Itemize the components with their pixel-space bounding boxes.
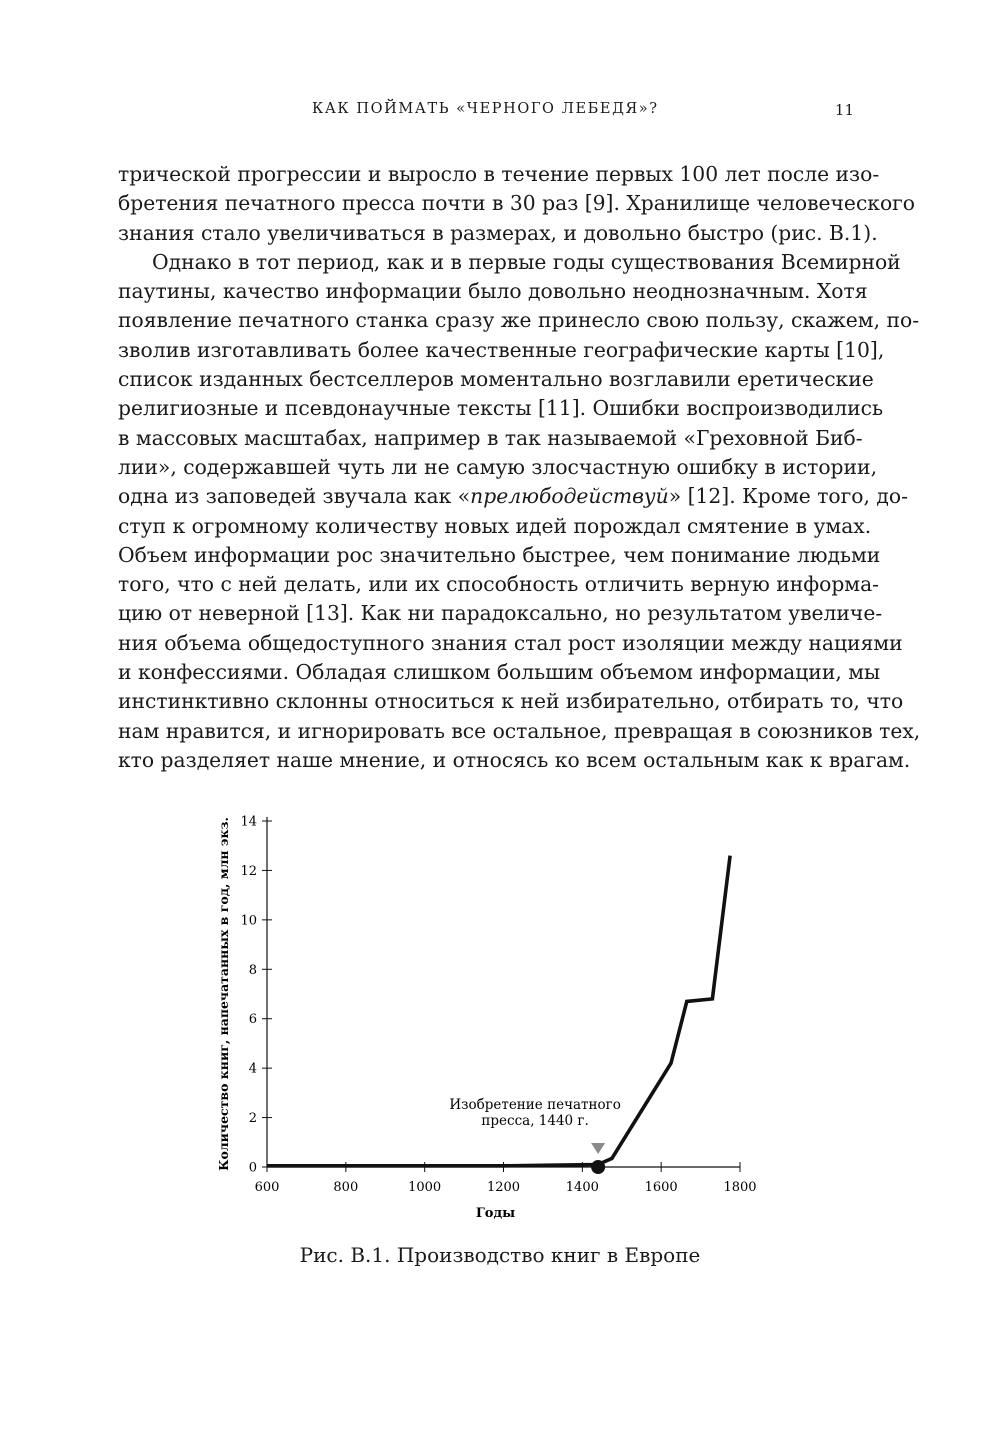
running-title: КАК ПОЙМАТЬ «ЧЕРНОГО ЛЕБЕДЯ»? — [312, 101, 659, 117]
text-line: знания стало увеличиваться в размерах, и довольно быстро (рис. В.1). — [118, 220, 878, 245]
text-line: бретения печатного пресса почти в 30 раз [9]. Хранилище человеческого — [118, 191, 916, 216]
text-fragment: » [12]. Кроме того, до- — [668, 484, 908, 509]
figure-caption: Рис. В.1. Производство книг в Европе — [299, 1243, 701, 1267]
text-line: в массовых масштабах, например в так называемой «Греховной Биб- — [118, 425, 863, 450]
text-line: кто разделяет наше мнение, и относясь ко всем остальным как к врагам. — [118, 747, 911, 772]
x-tick-label: 1200 — [486, 1180, 521, 1195]
figure — [205, 805, 765, 1225]
y-tick-label: 4 — [248, 1061, 257, 1077]
annotation-label: Изобретение печатного пресса, 1440 г. — [449, 1097, 621, 1129]
y-tick-label: 0 — [248, 1160, 257, 1176]
x-tick-label: 1600 — [644, 1180, 678, 1195]
triangle-down-icon — [591, 1143, 605, 1154]
text-line: нам нравится, и игнорировать все остальное, превращая в союзников тех, — [118, 718, 921, 743]
page-number: 11 — [834, 101, 854, 119]
y-tick-label: 8 — [248, 962, 257, 978]
press-invention-point — [591, 1160, 605, 1174]
x-tick-label: 1000 — [408, 1180, 442, 1195]
x-tick-label: 1800 — [723, 1180, 757, 1195]
text-line: лии», содержавшей чуть ли не самую злосчастную ошибку в истории, — [118, 454, 878, 479]
body-text — [118, 160, 921, 775]
y-tick-label: 14 — [240, 814, 257, 830]
text-fragment: одна из заповедей звучала как « — [118, 484, 471, 509]
text-line: список изданных бестселлеров моментально возглавили еретические — [118, 367, 874, 392]
y-tick-label: 10 — [240, 913, 257, 929]
text-line: Объем информации рос значительно быстрее, чем понимание людьми — [118, 542, 881, 567]
emphasis-text: прелюбодействуй — [470, 484, 669, 509]
text-line: инстинктивно склонны относиться к ней избирательно, отбирать то, что — [118, 689, 904, 714]
x-tick-label: 1400 — [565, 1180, 599, 1195]
y-tick-label: 2 — [248, 1111, 257, 1127]
text-line: паутины, качество информации было довольно неоднозначным. Хотя — [118, 279, 868, 304]
x-tick-label: 800 — [333, 1180, 359, 1195]
text-line — [118, 482, 908, 511]
text-line: появление печатного станка сразу же принесло свою пользу, скажем, по- — [118, 308, 920, 333]
text-line: религиозные и псевдонаучные тексты [11]. Ошибки воспроизводились — [118, 396, 884, 421]
text-line: трической прогрессии и выросло в течение первых 100 лет после изо- — [118, 162, 880, 186]
annotation-group — [449, 1097, 621, 1174]
text-line: зволив изготавливать более качественные географические карты [10], — [118, 337, 885, 362]
text-line: ния объема общедоступного знания стал рост изоляции между нациями — [118, 630, 903, 655]
text-line: цию от неверной [13]. Как ни парадоксально, но результатом увеличе- — [118, 601, 883, 626]
text-line: и конфессиями. Обладая слишком большим объемом информации, мы — [118, 660, 881, 685]
running-head — [118, 101, 854, 125]
y-tick-label: 12 — [240, 863, 257, 879]
text-line: Однако в тот период, как и в первые годы существования Всемирной — [152, 249, 901, 274]
text-line: ступ к огромному количеству новых идей порождал смятение в умах. — [118, 513, 872, 538]
y-tick-label: 6 — [248, 1012, 257, 1028]
y-axis-label: Количество книг, напечатанных в год, млн экз. — [216, 817, 231, 1171]
text-line: того, что с ней делать, или их способность отличить верную информа- — [118, 572, 880, 597]
x-axis-label: Годы — [475, 1206, 516, 1221]
x-tick-label: 600 — [254, 1180, 280, 1195]
book-production-chart — [205, 805, 765, 1225]
